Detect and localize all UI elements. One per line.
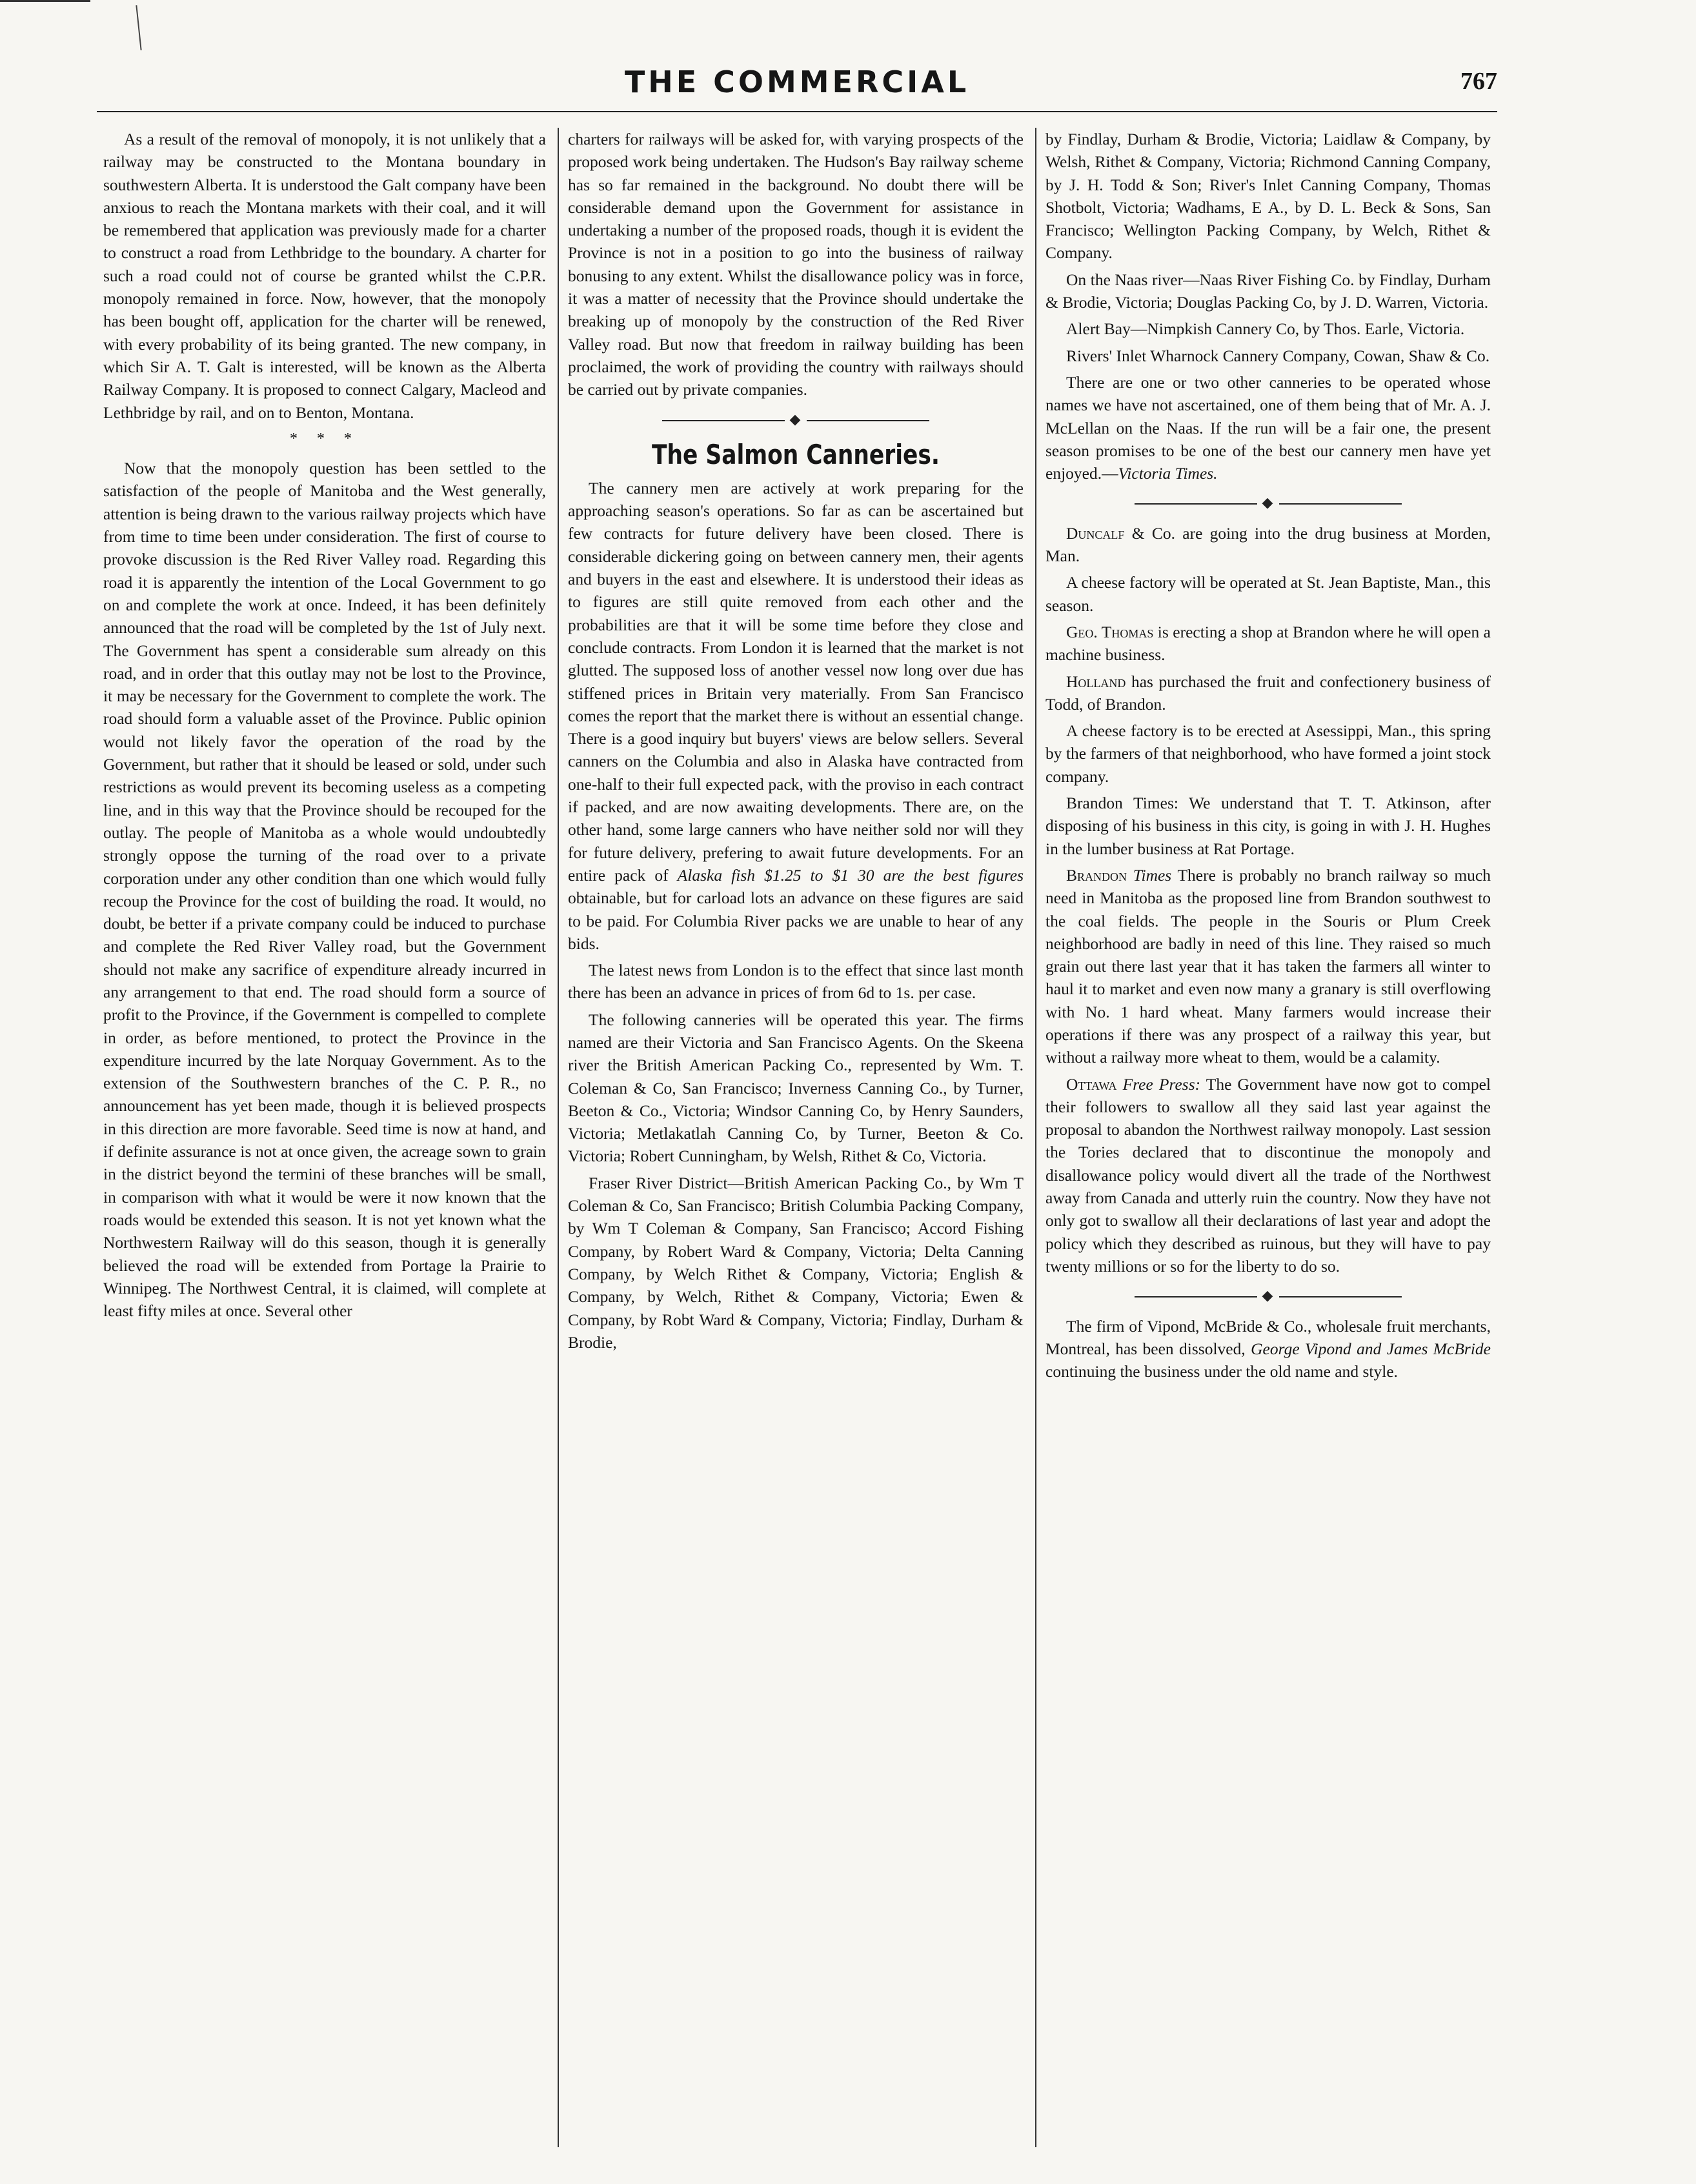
salmon-paragraph-2: The latest news from London is to the effect that since last month there has been an advance in prices of from 6d to 1s. per case.: [568, 961, 1024, 1003]
page-number: 767: [1460, 68, 1497, 95]
article-railway-continued: charters for railways will be asked for, with varying prospects of the proposed work being undertaken. The Hudson's Bay railway scheme has so far remained in the background. No doubt there will be considerable demand upon the Government for assistance in undertaking a number of the proposed roads, though it is evident the Province is not in a position to go into the business of railway bonusing to any extent. Whilst the disallowance policy was in force, it was a matter of necessity that the Province should undertake the breaking up of monopoly by the construction of the Red River Valley road. But now that freedom in railway building has been proclaimed, the work of providing the country with railways should be carried out by private companies.: [568, 130, 1024, 399]
article-galt-railway: As a result of the removal of monopoly, it is not unlikely that a railway may be constructed to the Montana boundary in southwestern Alberta. It is understood the Galt company have been anxious to reach the Montana markets with their coal, and it will be remembered that application was previously made for a charter to construct a road from Lethbridge to the boundary. A charter for such a road could not of course be granted whilst the C.P.R. monopoly remained in force. Now, however, that the monopoly has been bought off, application for the charter will be renewed, with every probability of its being granted. The new company, in which Sir A. T. Galt is interested, will be known as the Alberta Railway Company. It is proposed to connect Calgary, Macleod and Lethbridge by rail, and on to Benton, Montana.: [103, 130, 546, 422]
news-item-cheese-asessippi: A cheese factory is to be erected at Asessippi, Man., this spring by the farmers of that neighborhood, who have formed a joint stock company.: [1045, 721, 1491, 786]
cannery-list-continued: by Findlay, Durham & Brodie, Victoria; Laidlaw & Company, by Welsh, Rithet & Company, Victoria; Richmond Canning Company, by J. H. Todd & Son; River's Inlet Canning Company, Thomas Shotbolt, Victoria; Wadhams, E A., by D. L. Beck & Sons, San Francisco; Wellington Packing Company, by Welch, Rithet & Company.: [1045, 130, 1491, 263]
column-3: [1045, 128, 1491, 2147]
cannery-outlook: There are one or two other canneries to be operated whose names we have not ascertained, one of them being that of Mr. A. J. McLellan on the Naas. If the run will be a fair one, the present season promises to be one of the best our cannery men have yet enjoyed.—Victoria Times.: [1045, 372, 1491, 483]
rivers-inlet-cannery: Rivers' Inlet Wharnock Cannery Company, Cowan, Shaw & Co.: [1066, 346, 1490, 365]
salmon-paragraph-4: Fraser River District—British American Packing Co., by Wm T Coleman & Co, San Francisco; British Columbia Packing Company, by Wm T Coleman & Company, San Francisco; Accord Fishing Company, by Robert Ward & Company, Victoria; Delta Canning Company, by Welch Rithet & Company, Victoria; English & Company, by Welch, Rithet & Company, Victoria; Ewen & Company, by Robt Ward & Company, Victoria; Findlay, Durham & Brodie,: [568, 1173, 1024, 1352]
column-1: [103, 128, 546, 2147]
pen-mark: [136, 5, 141, 50]
newspaper-title: THE COMMERCIAL: [624, 65, 970, 99]
news-item-atkinson: Brandon Times: We understand that T. T. Atkinson, after disposing of his business in this city, is going in with J. H. Hughes in the lumber business at Rat Portage.: [1045, 794, 1491, 858]
news-item-geo-thomas: Geo. Thomas is erecting a shop at Brandon where he will open a machine business.: [1045, 622, 1491, 665]
column-divider-1: [558, 128, 559, 2147]
news-item-brandon-times: Brandon Times There is probably no branch railway so much need in Manitoba as the proposed line from Brandon southwest to the coal fields. The people in the Souris or Plum Creek neighborhood are badly in need of this line. They raised so much grain out there last year that it has taken the farmers all winter to haul it to market and even now many a granary is still overflowing with No. 1 hard wheat. Many farmers would increase their operations if there was any prospect of a railway this year, but without a railway more wheat to them, would be a calamity.: [1045, 865, 1491, 1067]
section-divider-2: ◆: [1045, 491, 1491, 514]
column-2: [568, 128, 1024, 2147]
alert-bay-cannery: Alert Bay—Nimpkish Cannery Co, by Thos. Earle, Victoria.: [1066, 319, 1465, 339]
naas-river-canneries: On the Naas river—Naas River Fishing Co. by Findlay, Durham & Brodie, Victoria; Douglas Packing Co, by J. D. Warren, Victoria.: [1045, 270, 1491, 312]
salmon-paragraph-1: The cannery men are actively at work preparing for the approaching season's operations. So far as can be ascertained but few contracts for future delivery have been closed. There is considerable dickering going on between cannery men, their agents and buyers in the east and elsewhere. It is understood their ideas as to figures are still quite removed from each other and the probabilities are that it will be some time before they close and conclude contracts. From London it is learned that the market is not glutted. The supposed loss of another vessel now long over due has stiffened prices in Britain very materially. From San Francisco comes the report that the market there is without an essential change. There is a good inquiry but buyers' views are below sellers. Several canners on the Columbia and also in Alaska have contracted from one-half to their full expected pack, with the proviso in each contract if packed, and are now awaiting developments. There are, on the other hand, some large canners who have neither sold nor will they for future delivery, prefering to await future developments. For an entire pack of Alaska fish $1.25 to $1 30 are the best figures obtainable, but for carload lots an advance on these figures are said to be paid. For Columbia River packs we are unable to hear of any bids.: [568, 478, 1024, 953]
news-item-vipond: The firm of Vipond, McBride & Co., wholesale fruit merchants, Montreal, has been dissolved, George Vipond and James McBride continuing the business under the old name and style.: [1045, 1316, 1491, 1381]
section-divider: ◆: [568, 408, 1024, 430]
page-header: [97, 65, 1497, 106]
news-item-ottawa-free-press: Ottawa Free Press: The Government have now got to compel their followers to swallow all they said last year against the proposal to abandon the Northwest railway monopoly. Last session the Tories declared that to discontinue the monopoly and disallowance policy would divert all the trade of the Northwest away from Canada and utterly ruin the country. Now they have not only got to swallow all their declarations of last year and adopt the policy which they described as ruinous, but they will have to pay twenty millions or so for the liberty to do so.: [1045, 1074, 1491, 1276]
salmon-paragraph-3: The following canneries will be operated this year. The firms named are their Victoria and San Francisco Agents. On the Skeena river the British American Packing Co., represented by Wm. T. Coleman & Co, San Francisco; Inverness Canning Co., by Turner, Beeton & Co., Victoria; Windsor Canning Co, by Henry Saunders, Victoria; Metlakatlah Canning Co, by Turner, Beeton & Co. Victoria; Robert Cunningham, by Welsh, Rithet & Co, Victoria.: [568, 1010, 1024, 1166]
article-railway-projects: Now that the monopoly question has been settled to the satisfaction of the people of Manitoba and the West generally, attention is being drawn to the various railway projects which have from time to time been under consideration. The first of course to provoke discussion is the Red River Valley road. Regarding this road it is apparently the intention of the Local Government to go on and complete the work at once. Indeed, it has been definitely announced that the road will be completed by the 1st of July next. The Government has spent a considerable sum already on this road, and in order that this outlay may not be lost to the Province, it may be necessary for the Government to complete the work. The road should form a valuable asset of the Province. Public opinion would not likely favor the operation of the road by the Government, but rather that it should be leased or sold, under such restrictions as would prevent its becoming useless as a competing line, and in this way that the Province should be recouped for the outlay. The people of Manitoba as a whole would undoubtedly strongly oppose the turning of the road over to a private corporation under any other condition than one which would fully recoup the Province for the cost of building the road. It would, no doubt, be better if a private company could be induced to purchase and complete the Red River Valley road, but the Government should not make any sacrifice of expenditure already incurred in any arrangement to that end. The road should form a source of profit to the Province, if the Government is compelled to complete in order, as before mentioned, to protect the Province in the expenditure incurred by the late Norquay Government. As to the extension of the Southwestern branches of the C. P. R., no announcement has yet been made, though it is believed prospects in this direction are more favorable. Seed time is now at hand, and if definite assurance is not at once given, the acreage sown to grain in the district beyond the termini of these branches will be small, in comparison with what it would be were it now known that the roads would be extended this season. It is not yet known what the Northwestern Railway will do this season, though it is generally believed the road will be extended from Portage la Prairie to Winnipeg. The Northwest Central, it is claimed, will complete at least fifty miles at once. Several other: [103, 459, 546, 1321]
article-heading-salmon: The Salmon Canneries.: [652, 438, 940, 470]
news-item-holland: Holland has purchased the fruit and confectionery business of Todd, of Brandon.: [1045, 672, 1491, 714]
scan-corner-mark: [0, 0, 90, 14]
column-divider-2: [1035, 128, 1036, 2147]
header-rule: [97, 111, 1497, 112]
news-item-cheese-st-jean: A cheese factory will be operated at St. Jean Baptiste, Man., this season.: [1045, 573, 1491, 615]
section-divider-3: ◆: [1045, 1284, 1491, 1307]
news-item-duncalf: Duncalf & Co. are going into the drug business at Morden, Man.: [1045, 523, 1491, 566]
section-stars: * * *: [290, 430, 359, 447]
